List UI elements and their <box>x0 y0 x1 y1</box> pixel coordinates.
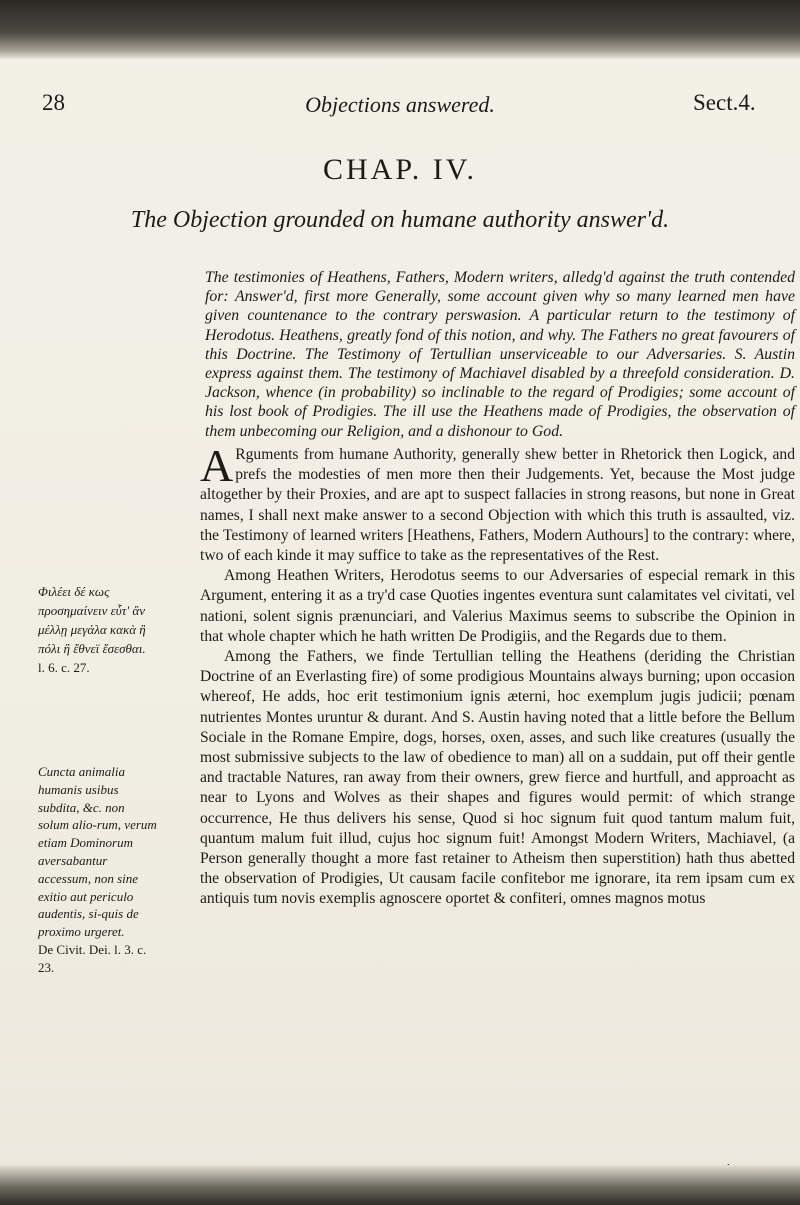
chapter-summary: The testimonies of Heathens, Fathers, Modern writers, alledg'd against the truth contended for: Answer'd, first more Generally, some account given why so many learned men have given countenance to the contrary perswasion. A particular return to the testimony of Herodotus. Heathens, greatly fond of this notion, and why. The Fathers no great favourers of this Doctrine. The Testimony of Tertullian unserviceable to our Adversaries. S. Austin express against them. The testimony of Machiavel disabled by a threefold consideration. D. Jackson, whence (in probability) so inclinable to the regard of Prodigies; some account of his lost book of Prodigies. The ill use the Heathens made of Prodigies, the observation of them unbecoming our Religion, and a dishonour to God. <box>205 269 795 440</box>
page-header <box>0 90 800 130</box>
drop-cap: A <box>200 440 234 491</box>
chapter-heading: CHAP. IV. <box>323 153 477 186</box>
paragraph-3: Among the Fathers, we finde Tertullian telling the Heathens (deriding the Christian Doctrine of an Everlasting fire) of some prodigious Mountains always burning; upon occasion whereof, He adds, hoc erit testimonium ignis æterni, hoc exemplum jugis judicii; pœnam nutrientes Montes uruntur & durant. And S. Austin having noted that a little before the Bellum Sociale in the Romane Empire, dogs, horses, oxen, asses, and such like creatures (usually the most submissive subjects to the law of obedience to man) all on a suddain, put off their gentle and tractable Natures, ran away from their owners, grew fierce and hurtfull, and approacht as near to Lyons and Wolves as their shapes and figures would permit: of which strange occurrence, He thus delivers his sense, Quod si hoc signum fuit quod tantum malum fuit, quantum malum fuit illud, cujus hoc signum fuit! Amongst Modern Writers, Machiavel, (a Person generally thought a more fast retainer to Atheism then superstition) hath thus abetted the observation of Prodigies, Ut causam facile confitebor me ignorare, ita rem ipsam cum ex antiquis tum novis exemplis agnoscere oportet & confiteri, omnes magnos motus <box>200 648 795 908</box>
margin-latin-text: Cuncta animalia humanis usibus subdita, &c. non solum alio-rum, verum etiam Dominorum aversabantur accessum, non sine exitio aut periculo audentis, si-quis de proximo urgeret. <box>38 764 157 940</box>
paragraph-1-text: Rguments from humane Authority, generally shew better in Rhetorick then Logick, and prefs the modesties of men more then their Judgements. Yet, because the Most judge altogether by their Proxies, and are apt to suspect fallacies in strong reasons, but none in Great names, I shall next make answer to a second Objection with which this truth is assaulted, viz. the Testimony of learned writers [Heathens, Fathers, Modern Authours] to the contrary: where, two of each kinde it may suffice to take as the representatives of the Rest. <box>200 446 795 565</box>
margin-greek-ref: l. 6. c. 27. <box>38 660 90 675</box>
margin-note-greek <box>38 582 158 677</box>
chapter-title: The Objection grounded on humane authority answer'd. <box>130 207 670 233</box>
page-number: 28 <box>42 90 65 115</box>
scan-bottom-edge <box>0 1165 800 1205</box>
margin-note-latin <box>38 763 158 977</box>
paragraph-2: Among Heathen Writers, Herodotus seems to our Adversaries of especial remark in this Argument, entering it as a try'd case Quoties ingentes eventura sunt calamitates vel civitati, vel nationi, solent signis prænunciari, and Valerius Maximus seems to subscribe the Opinion in that whole chapter which he hath written De Prodigiis, and the Regards due to them. <box>200 567 795 645</box>
scan-top-edge <box>0 0 800 60</box>
body-text <box>200 440 795 910</box>
running-title: Objections answered. <box>305 92 495 117</box>
margin-latin-ref: De Civit. Dei. l. 3. c. 23. <box>38 941 147 975</box>
paragraph-1 <box>200 440 795 566</box>
margin-greek-text: Φιλέει δέ κως προσημαίνειν εὖτ' ἂν μέλλῃ μεγάλα κακὰ ἢ πόλι ἢ ἔθνεϊ ἔσεσθαι. <box>38 584 146 656</box>
section-label: Sect.4. <box>693 90 756 115</box>
